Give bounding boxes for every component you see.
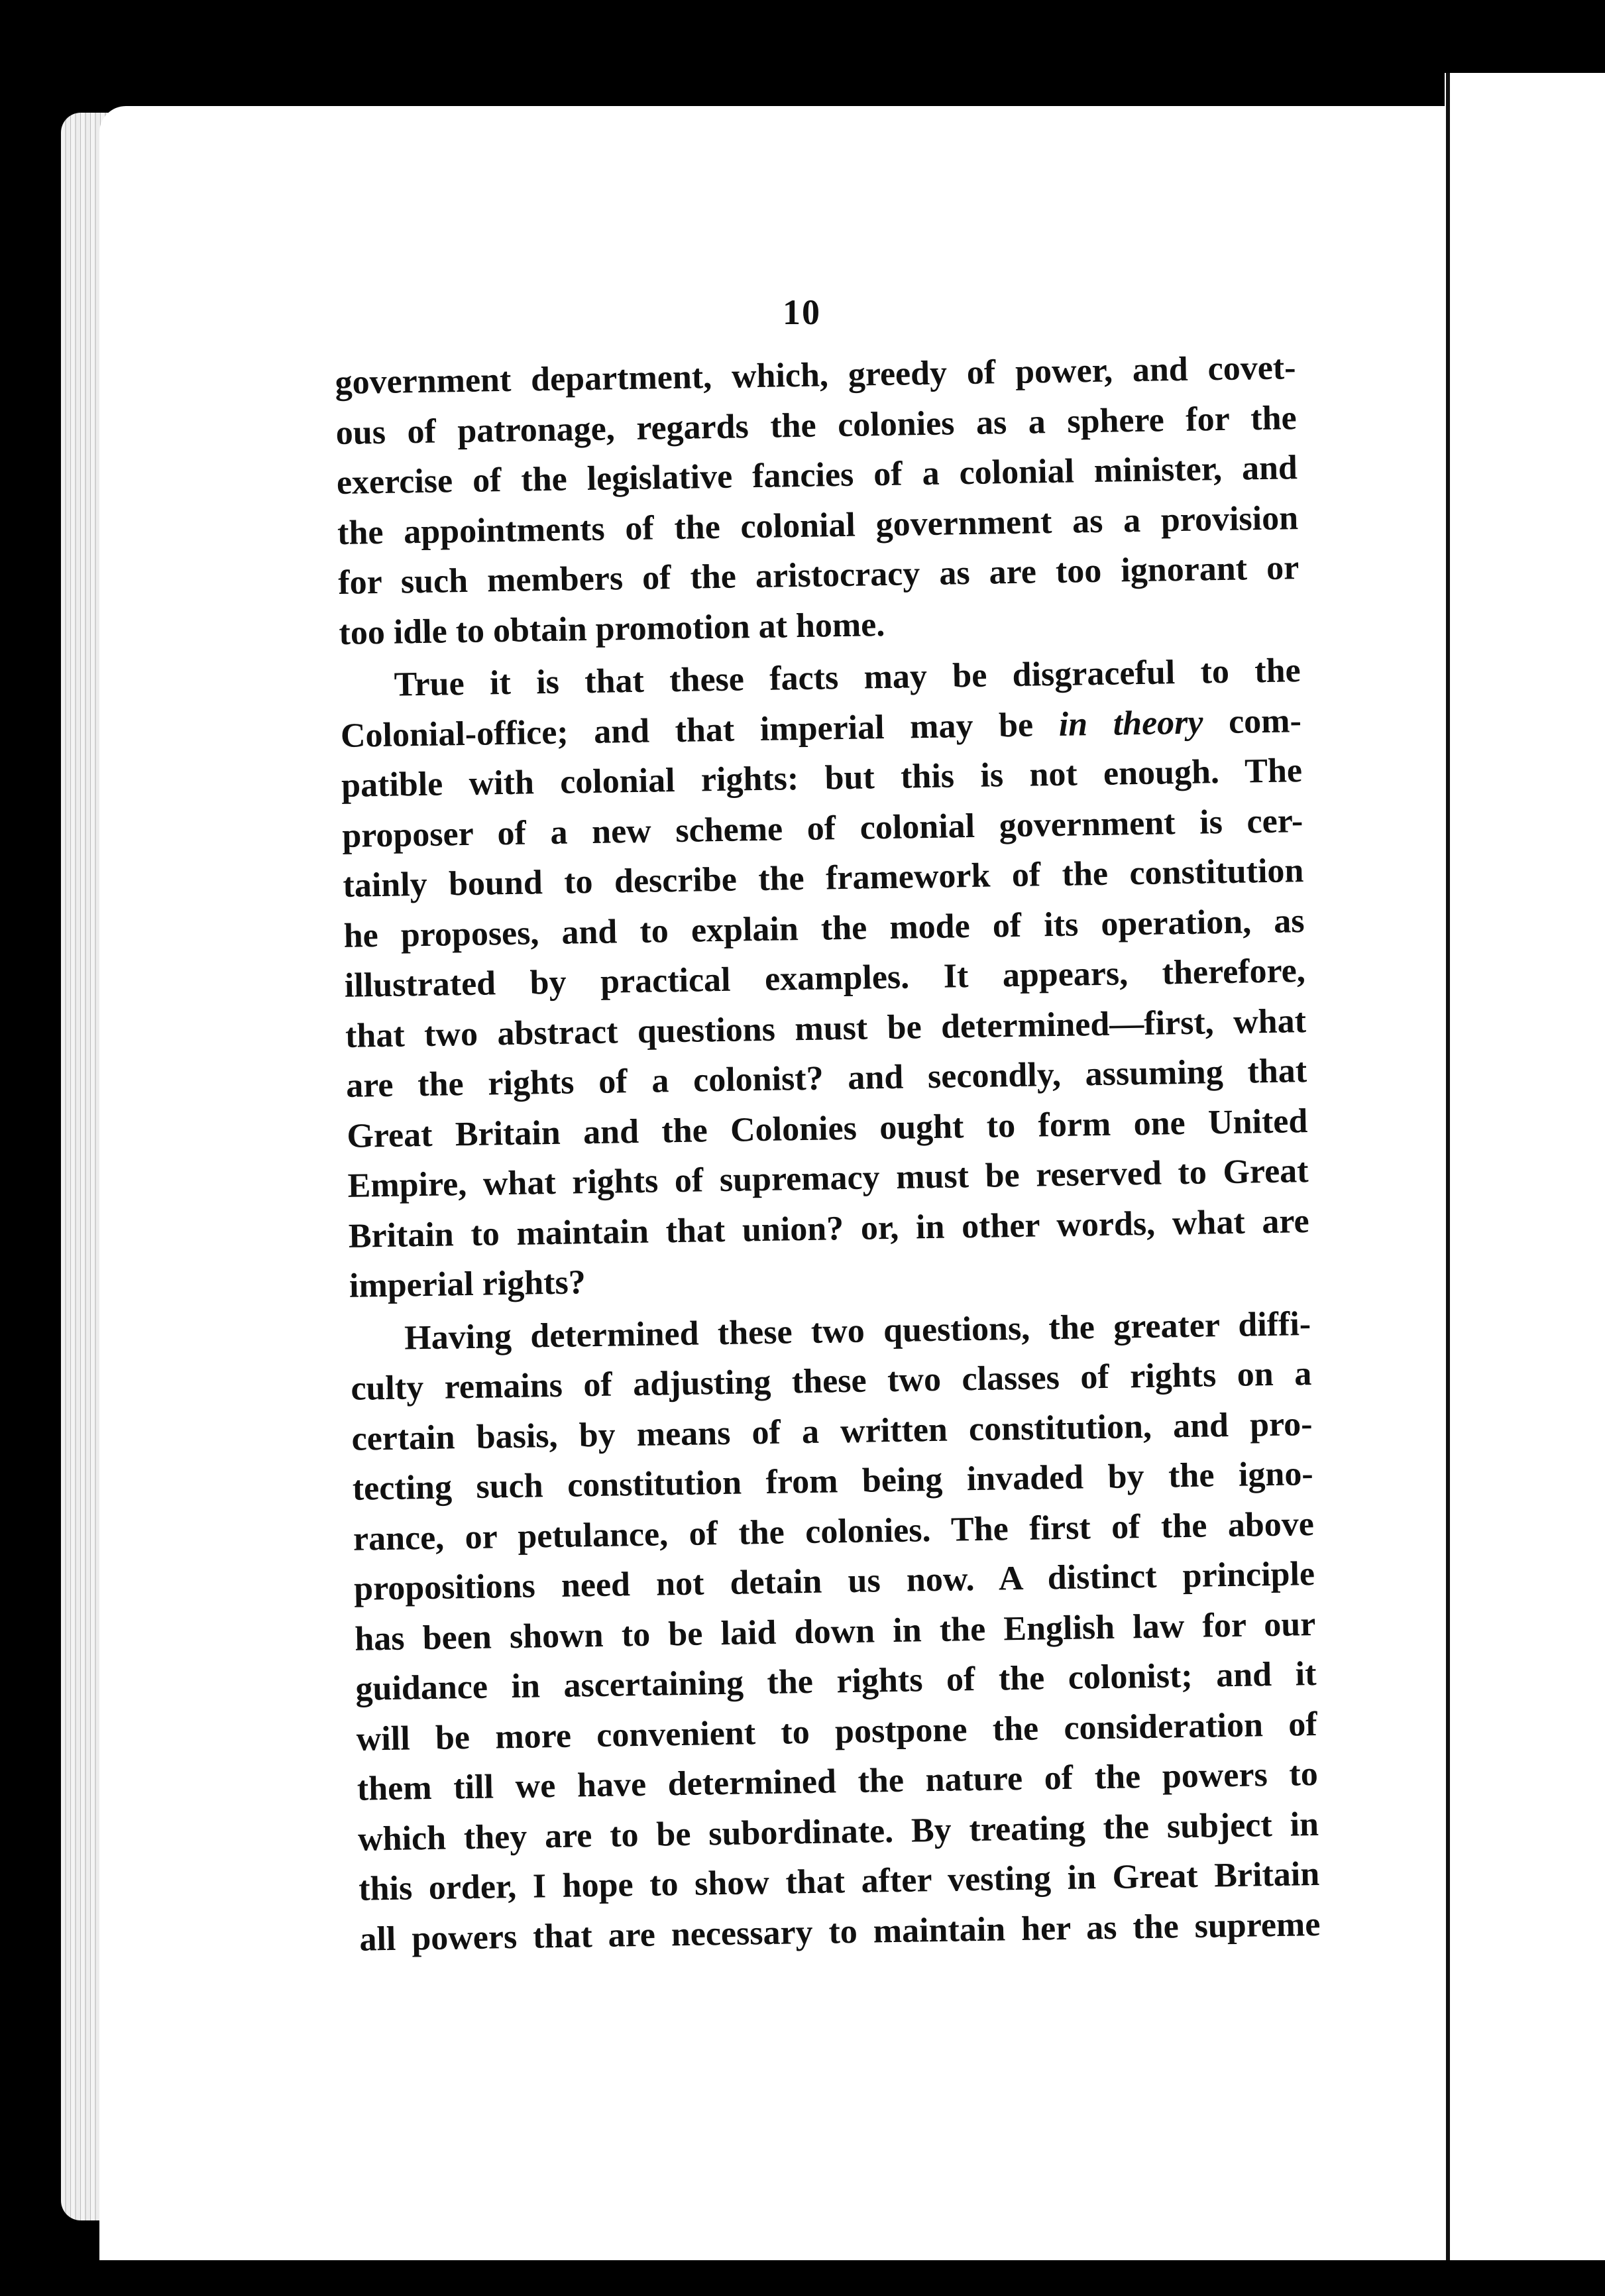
text-line: for such members of the aristocracy as are too ignorant or [337,549,1300,602]
text-line: Empire, what rights of supremacy must be reserved to Great [347,1152,1309,1205]
text-line: tainly bound to describe the framework of the constitution [343,852,1304,905]
text-line: exercise of the legislative fancies of a colonial minister, and [336,449,1298,502]
text-line: too idle to obtain promotion at home. [339,605,885,652]
text-fragment: Colonial-office; and that imperial may be [340,705,1060,755]
text-line: this order, I hope to show that after vesting in Great Britain [358,1855,1320,1908]
text-line: patible with colonial rights: but this is not enough. The [341,752,1303,805]
text-line: are the rights of a colonist? and secondly, assuming that [345,1052,1307,1105]
text-line: which they are to be subordinate. By treating the subject in [357,1805,1319,1859]
text-line: True it is that these facts may be disgraceful to the [394,652,1301,704]
italic-fragment: in theory [1058,703,1203,744]
text-line: Great Britain and the Colonies ought to form one United [346,1102,1308,1155]
text-line: rance, or petulance, of the colonies. The first of the above [353,1505,1315,1558]
text-fragment: com- [1203,701,1302,741]
text-line: Having determined these two questions, the greater diffi- [404,1304,1311,1357]
text-line: the appointments of the colonial government as a provision [337,498,1299,552]
text-line: imperial rights? [349,1263,586,1305]
text-line: certain basis, by means of a written constitution, and pro- [351,1405,1313,1458]
text-line: government department, which, greedy of power, and covet- [335,349,1296,402]
text-line: proposer of a new scheme of colonial government is cer- [341,801,1303,855]
text-line: culty remains of adjusting these two classes of rights on a [350,1355,1312,1408]
paragraph-3 [350,1299,1321,1965]
text-line: tecting such constitution from being invaded by the igno- [352,1455,1314,1508]
page-gutter-line [1446,73,1450,2260]
text-line: that two abstract questions must be determined—first, what [345,1002,1307,1055]
text-line: will be more convenient to postpone the consideration of [356,1705,1318,1758]
text-line: guidance in ascertaining the rights of the colonist; and it [355,1654,1317,1708]
facing-page-edge [1445,73,1605,2260]
text-line: he proposes, and to explain the mode of its operation, as [343,901,1305,955]
paragraph-2 [339,646,1310,1311]
text-line: all powers that are necessary to maintain her as the supreme [359,1905,1321,1959]
text-line: Britain to maintain that union? or, in other words, what are [348,1202,1310,1255]
text-line: illustrated by practical examples. It appears, therefore, [344,952,1306,1005]
body-text [335,343,1321,1964]
text-line: has been shown to be laid down in the English law for our [354,1605,1316,1658]
text-line: ous of patronage, regards the colonies as a sphere for the [335,398,1298,452]
paragraph-1 [335,343,1300,658]
text-line: them till we have determined the nature of the powers to [357,1754,1319,1808]
text-line: propositions need not detain us now. A distinct principle [353,1554,1315,1608]
page-number: 10 [783,292,821,332]
